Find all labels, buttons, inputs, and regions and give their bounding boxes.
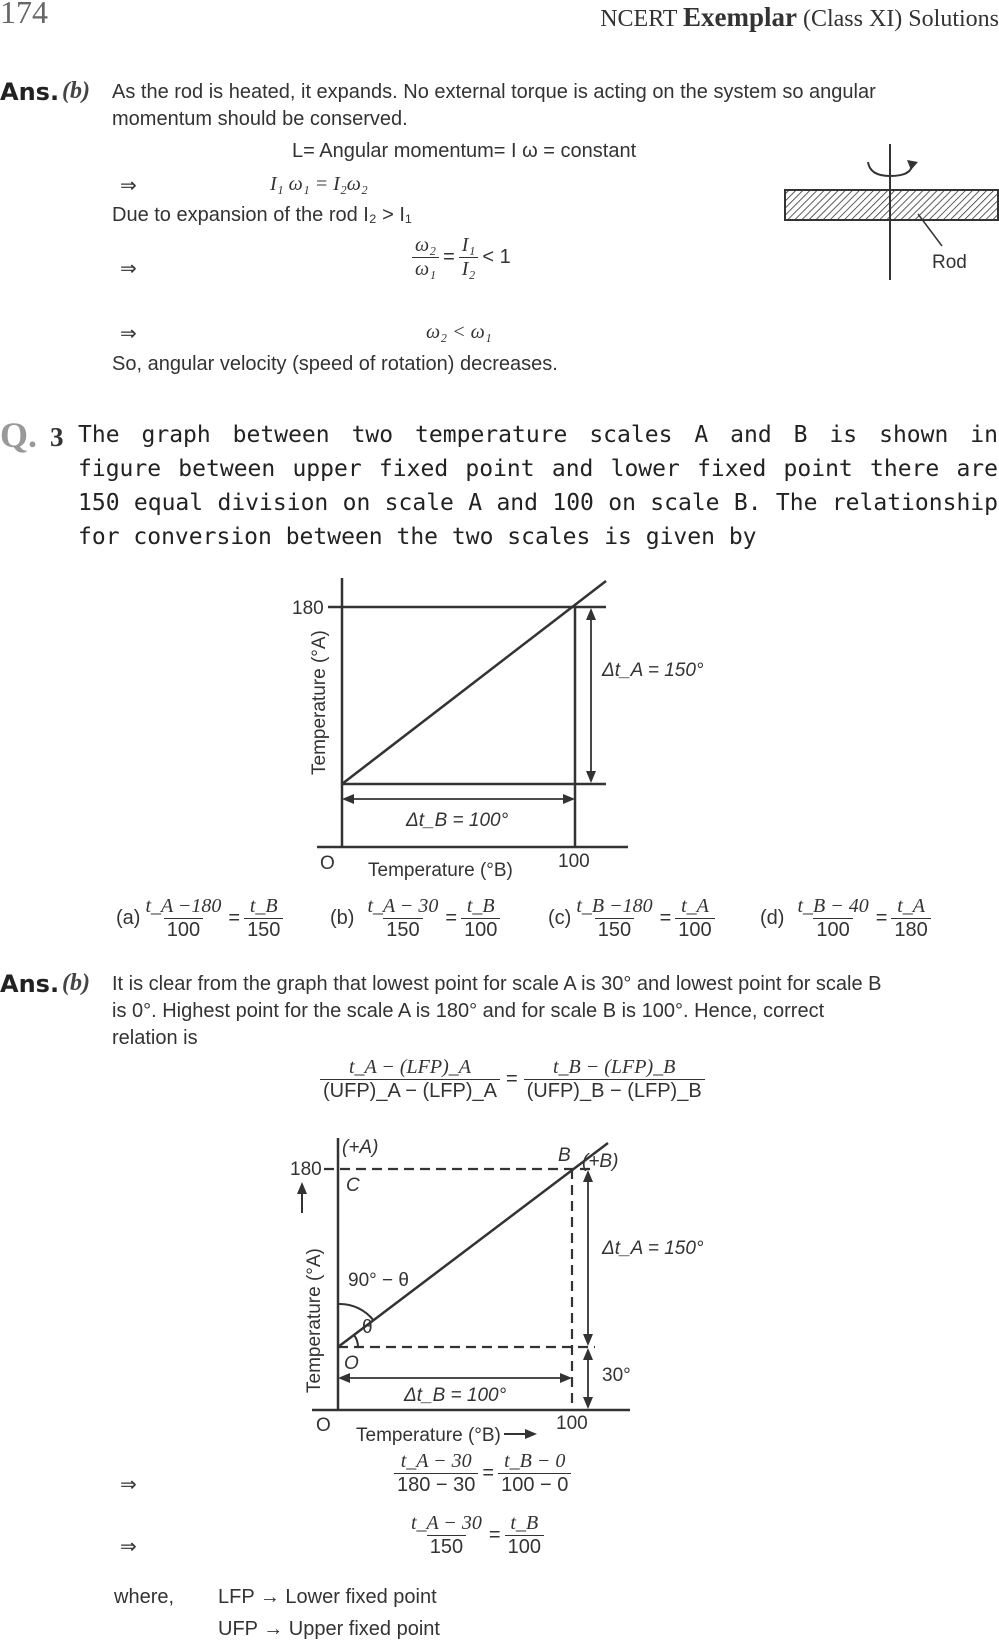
graph1-diagonal [342, 581, 606, 784]
header-suffix: (Class XI) Solutions [802, 6, 999, 32]
graph2-delta-a: Δt_A = 150° [602, 1238, 704, 1259]
graph2-point-c: C [346, 1175, 360, 1196]
option-c-den-r: 100 [675, 918, 714, 942]
graph2-point-o: O [344, 1353, 359, 1374]
option-d-num-r: t_A [897, 895, 925, 917]
graph1-ylabel: Temperature (°A) [309, 630, 330, 775]
graph1-delta-a: Δt_A = 150° [602, 660, 704, 681]
option-c-num-r: t_A [681, 895, 709, 917]
step1-num-r: t_B − 0 [504, 1450, 566, 1472]
option-d-num-l: t_B − 40 [797, 895, 869, 917]
option-a-den-l: 100 [164, 918, 203, 942]
graph1-arrowhead-left-icon [342, 794, 354, 804]
graph2-point-b: B [558, 1145, 571, 1166]
graph2-plus-a: (+A) [342, 1137, 379, 1158]
option-b-num-r: t_B [466, 895, 495, 917]
graph2-arrowhead-b-right-icon [560, 1373, 572, 1383]
step2-num-r: t_B [510, 1512, 539, 1534]
question-text: The graph between two temperature scales A and B is shown in figure between upper fixed point and lower fixed point there are 150 equal division on scale A and 100 on scale B. The relationship for conversion between the two scales is given by [78, 422, 998, 550]
graph1-delta-b: Δt_B = 100° [406, 810, 509, 831]
graph2-xlabel: Temperature (°B) [356, 1425, 501, 1445]
option-b-den-r: 100 [461, 918, 500, 942]
option-a-num-l: t_A −180 [145, 895, 222, 917]
option-b-num-l: t_A − 30 [367, 895, 439, 917]
graph2-arrowhead-a-bottom-icon [583, 1334, 593, 1346]
q-number: 3 [50, 422, 64, 452]
graph2-arrowhead-off-bottom-icon [583, 1397, 593, 1409]
graph2-arrowhead-off-top-icon [583, 1348, 593, 1360]
ratio-den-r: I₂ [459, 257, 479, 281]
ufp-definition: UFP → Upper fixed point [218, 1618, 440, 1640]
running-header [600, 2, 999, 33]
graph2-diagonal [338, 1143, 608, 1347]
q-label: Q. [0, 415, 38, 455]
arrow-1: ⇒ [120, 175, 137, 197]
step1-den-r: 100 − 0 [498, 1473, 571, 1497]
arrow-5: ⇒ [120, 1536, 137, 1558]
step2: $\frac{t\_A - 30}{150}$ = $\frac{t\_B}{100}$ [408, 1512, 544, 1559]
ans2-line2: is 0°. Highest point for the scale A is 180° and for scale B is 100°. Hence, correct [112, 1000, 825, 1022]
graph1-arrowhead-top-icon [586, 608, 596, 620]
where-label: where, [114, 1586, 175, 1608]
ans1-ratio: $\frac{\text{ω₂}}{\text{ω₁}}$ = $\frac{\text{I₁}}{\text{I₂}}$ < 1 [412, 234, 511, 281]
step2-den-l: 150 [427, 1535, 466, 1559]
ans1-line1: As the rod is heated, it expands. No external torque is acting on the system so angular [112, 81, 876, 103]
graph1-origin: O [320, 853, 335, 874]
graph1-x-tick: 100 [558, 851, 590, 872]
option-c-label: (c) [548, 907, 572, 929]
graph2-angle1: 90° − θ [348, 1270, 409, 1291]
graph2-x-tick: 100 [556, 1413, 588, 1434]
graph2-angle-arc-inner [354, 1335, 358, 1347]
step2-num-l: t_A − 30 [411, 1512, 482, 1534]
ratio-tail: < 1 [482, 246, 511, 268]
graph2-arrowhead-b-left-icon [338, 1373, 350, 1383]
step1-num-l: t_A − 30 [400, 1450, 472, 1472]
option-d[interactable]: (d) $\frac{t\_B - 40}{100}$ = $\frac{t\_A}{180}$ [760, 895, 931, 942]
graph2-angle2: θ [362, 1317, 373, 1338]
graph1-arrowhead-right-icon [563, 794, 575, 804]
graph-1 [290, 575, 720, 880]
final-steps [0, 1450, 999, 1647]
arrow-2: ⇒ [120, 258, 137, 280]
option-d-den-l: 100 [813, 918, 852, 942]
option-c[interactable]: (c) $\frac{t\_B -180}{150}$ = $\frac{t\_A}{100}$ [548, 895, 715, 942]
step2-den-r: 100 [505, 1535, 544, 1559]
option-d-den-r: 180 [891, 918, 930, 942]
ans2-line3: relation is [112, 1027, 198, 1049]
arrow-4: ⇒ [120, 1474, 137, 1496]
ans2-line1: It is clear from the graph that lowest point for scale A is 30° and lowest point for scale B [112, 973, 882, 995]
graph2-y-tick: 180 [290, 1159, 322, 1180]
graph1-y-tick: 180 [292, 598, 324, 619]
graph2-plus-b: (+B) [582, 1151, 619, 1172]
ratio-num-l: ω₂ [415, 234, 437, 256]
option-c-num-l: t_B −180 [576, 895, 653, 917]
page-number: 174 [0, 0, 48, 30]
ratio-den-l: ω₁ [412, 257, 439, 281]
ans-label: Ans. [0, 78, 60, 106]
option-a-label: (a) [116, 907, 141, 929]
graph1-arrowhead-bottom-icon [586, 771, 596, 783]
rod-figure [780, 142, 999, 282]
relation-den-l: (UFP)_A − (LFP)_A [320, 1079, 500, 1103]
option-a-den-r: 150 [244, 918, 283, 942]
arrow-3: ⇒ [120, 323, 137, 345]
option-c-den-l: 150 [595, 918, 634, 942]
ans1-result: ω₂ < ω₁ [426, 321, 492, 343]
graph2-ylabel: Temperature (°A) [304, 1248, 325, 1393]
graph2-origin: O [316, 1415, 331, 1436]
relation-num-r: t_B − (LFP)_B [552, 1056, 676, 1078]
ans2-label: Ans. [0, 970, 60, 998]
option-b-den-l: 150 [383, 918, 422, 942]
rod [785, 190, 998, 220]
graph1-xlabel: Temperature (°B) [368, 860, 513, 880]
graph2-delta-b: Δt_B = 100° [404, 1385, 507, 1406]
graph2-offset: 30° [602, 1365, 631, 1386]
header-prefix: NCERT [600, 6, 677, 32]
step1: $\frac{t\_A - 30}{180 - 30}$ = $\frac{t\_B - 0}{100 - 0}$ [394, 1450, 571, 1497]
ans2-option: (b) [62, 970, 90, 996]
graph-2 [290, 1133, 730, 1445]
option-a[interactable]: (a) $\frac{t\_A -180}{100}$ = $\frac{t\_B}{150}$ [116, 895, 283, 942]
ans1-line2: momentum should be conserved. [112, 108, 408, 130]
option-b-label: (b) [330, 907, 355, 929]
ans1-conclusion: So, angular velocity (speed of rotation) decreases. [112, 353, 558, 375]
graph1-axes [317, 578, 628, 847]
relation-num-l: t_A − (LFP)_A [348, 1056, 471, 1078]
ans1-expansion: Due to expansion of the rod I₂ > I₁ [112, 204, 412, 226]
graph2-x-arrowhead-icon [525, 1429, 537, 1439]
option-d-label: (d) [760, 907, 785, 929]
ans1-eq-L: L= Angular momentum= I ω = constant [292, 140, 637, 162]
lfp-definition: LFP → Lower fixed point [218, 1586, 437, 1608]
ratio-num-r: I₁ [461, 234, 476, 256]
header-bold: Exemplar [682, 2, 797, 32]
option-a-num-r: t_B [249, 895, 278, 917]
option-b[interactable]: (b) $\frac{t\_A - 30}{150}$ = $\frac{t\_B}{100}$ [330, 895, 500, 942]
ans1-eq-I: I₁ ω₁ = I₂ω₂ [270, 173, 368, 195]
relation: $\frac{\text{t\_A − (LFP)\_A}}{\text{(UFP)\_A − (LFP)\_A}}$ = $\frac{\text{t\_B − (LFP)\_B}}{\text{(UFP)\_B − (LFP)\_B}}$ [320, 1056, 705, 1103]
rod-label: Rod [932, 252, 967, 273]
step1-den-l: 180 − 30 [394, 1473, 478, 1497]
ans-option: (b) [62, 78, 90, 104]
relation-den-r: (UFP)_B − (LFP)_B [524, 1079, 705, 1103]
graph2-y-arrowhead-icon [297, 1182, 307, 1194]
rotation-arrowhead-icon [907, 160, 918, 170]
